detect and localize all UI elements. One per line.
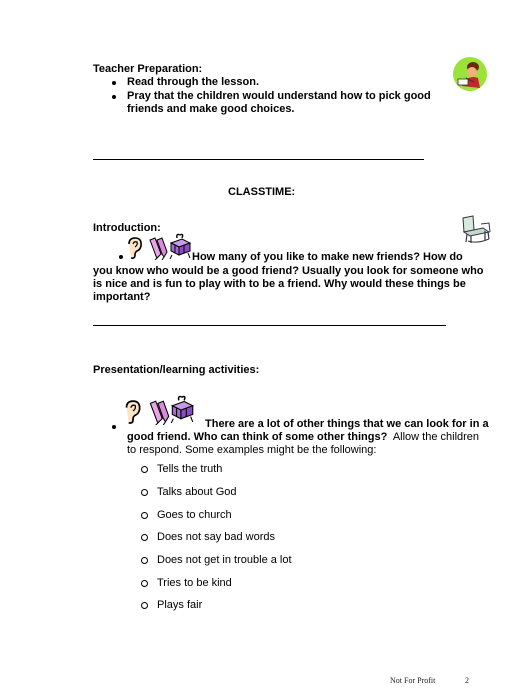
example-item: Does not get in trouble a lot [157,554,292,566]
example-item: Tells the truth [157,463,223,475]
circle-bullet [141,580,148,587]
teacher-prep-item-2: Pray that the children would understand how to pick good [127,90,431,102]
presentation-line-1: There are a lot of other things that we can look for in a [205,418,489,430]
example-item: Tries to be kind [157,577,232,589]
bullet [112,81,116,85]
teacher-icon [452,56,488,92]
teacher-prep-item-2-cont: friends and make good choices. [127,103,295,115]
teacher-prep-heading: Teacher Preparation: [93,63,203,75]
example-item: Goes to church [157,509,232,521]
circle-bullet [141,534,148,541]
ear-icon [125,236,145,260]
bullet [112,425,116,429]
presentation-line-2-rest: Allow the children [387,431,480,443]
intro-line-1: How many of you like to make new friends? How do [192,251,463,263]
example-item: Plays fair [157,599,203,611]
teacher-prep-item-1: Read through the lesson. [127,76,260,88]
footer-text: Not For Profit [390,676,436,685]
ear-icon [122,399,144,425]
circle-bullet [141,489,148,496]
presentation-line-2 [127,430,479,444]
pencils-icon [147,236,169,260]
circle-bullet [141,557,148,564]
divider [93,325,446,326]
chair-icon [459,214,493,244]
presentation-line-2-bold: good friend. Who can think of some other things? [127,431,388,443]
example-item: Talks about God [157,486,237,498]
bullet [112,95,116,99]
classtime-heading: CLASSTIME: [228,186,296,198]
intro-line-2: you know who would be a good friend? Usually you look for someone who [93,265,484,277]
introduction-heading: Introduction: [93,222,161,234]
pencils-icon [147,399,171,425]
divider [93,159,424,160]
circle-bullet [141,512,148,519]
intro-line-3: is nice and is fun to play with to be a friend. Why would these things be [93,278,466,290]
circle-bullet [141,602,148,609]
example-item: Does not say bad words [157,531,276,543]
intro-line-4: important? [93,291,151,303]
presentation-line-3: to respond. Some examples might be the following: [127,444,377,456]
bullet [119,255,123,259]
page-number: 2 [465,676,469,685]
gift-icon [168,233,192,259]
circle-bullet [141,466,148,473]
gift-icon [169,395,195,423]
presentation-heading: Presentation/learning activities: [93,364,260,376]
